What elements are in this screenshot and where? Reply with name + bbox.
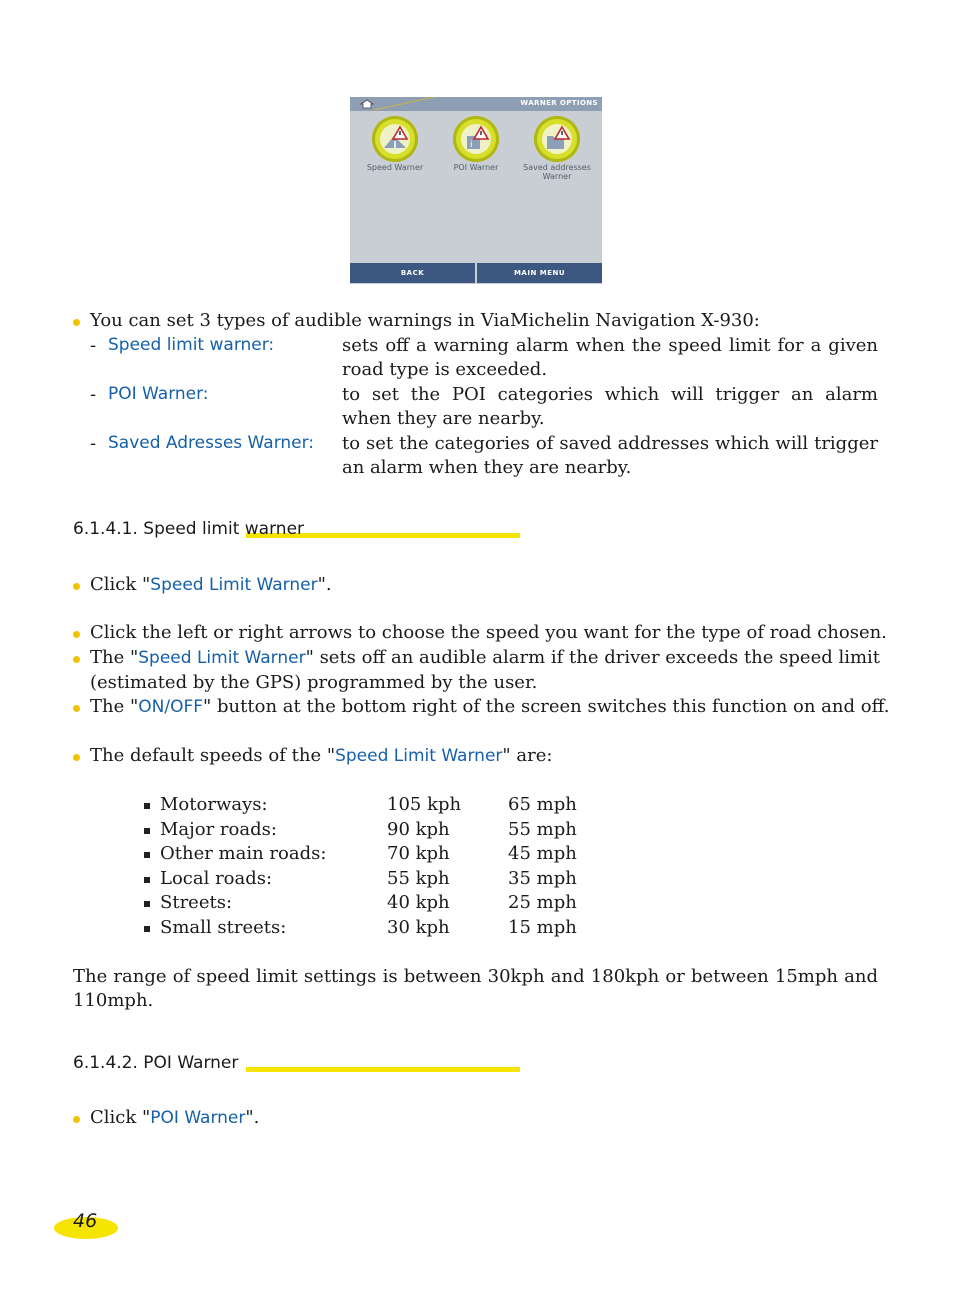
dash: - (90, 384, 97, 405)
speed-kph: 90 kph (387, 819, 450, 840)
speed-road-type: Other main roads: (160, 843, 327, 864)
speed-kph: 40 kph (387, 892, 450, 913)
click-speed-limit-warner-text: Click "Speed Limit Warner". (90, 574, 332, 595)
list-bullet-icon (144, 803, 150, 809)
dash: - (90, 335, 97, 356)
speed-limit-warner-link[interactable]: Speed Limit Warner (335, 746, 503, 766)
click-poi-warner-text: Click "POI Warner". (90, 1107, 260, 1128)
on-off-description: The "ON/OFF" button at the bottom right of the screen switches this function on and off. (90, 696, 890, 717)
speed-kph: 105 kph (387, 794, 462, 815)
speed-mph: 35 mph (508, 868, 577, 889)
bullet-icon (73, 583, 80, 590)
dash: - (90, 433, 97, 454)
alarm-description-line1: The "Speed Limit Warner" sets off an audible alarm if the driver exceeds the speed limit (90, 647, 881, 668)
main-menu-button[interactable]: MAIN MENU (477, 263, 602, 283)
speed-mph: 55 mph (508, 819, 577, 840)
folder-warning-icon (542, 124, 572, 154)
list-bullet-icon (144, 852, 150, 858)
saved-addresses-warner-button[interactable] (534, 116, 580, 162)
back-button[interactable]: BACK (350, 263, 475, 283)
screen-title: WARNER OPTIONS (520, 99, 598, 107)
default-speeds-intro: The default speeds of the "Speed Limit Warner" are: (90, 745, 553, 766)
speed-kph: 30 kph (387, 917, 450, 938)
list-bullet-icon (144, 926, 150, 932)
speed-limit-warner-link[interactable]: Speed Limit Warner (138, 648, 306, 668)
speed-warner-label: Speed Warner (366, 163, 424, 172)
speed-mph: 45 mph (508, 843, 577, 864)
on-off-link[interactable]: ON/OFF (138, 697, 204, 717)
speed-mph: 25 mph (508, 892, 577, 913)
page-number: 46 (73, 1210, 98, 1232)
speed-kph: 70 kph (387, 843, 450, 864)
section-heading-poi-warner: 6.1.4.2. POI Warner (73, 1053, 239, 1073)
bullet-icon (73, 1116, 80, 1123)
section-heading-speed-limit-warner: 6.1.4.1. Speed limit warner (73, 519, 305, 539)
bullet-icon (73, 705, 80, 712)
poi-warner-label: POI Warner (453, 163, 499, 172)
speed-mph: 15 mph (508, 917, 577, 938)
poi-warner-link[interactable]: POI Warner (150, 1108, 246, 1128)
speed-mph: 65 mph (508, 794, 577, 815)
svg-text:i: i (470, 140, 473, 150)
road-warning-icon (380, 124, 410, 154)
range-text-line1: The range of speed limit settings is between 30kph and 180kph or between 15mph and (73, 966, 878, 987)
desc-saved-addresses-warner: to set the categories of saved addresses which will trigger an alarm when they are nearby. (342, 433, 878, 478)
bullet-icon (73, 656, 80, 663)
poi-warner-button[interactable] (453, 116, 499, 162)
intro-text: You can set 3 types of audible warnings in ViaMichelin Navigation X-930: (90, 310, 760, 331)
bullet-icon (73, 631, 80, 638)
arrows-instruction: Click the left or right arrows to choose the speed you want for the type of road chosen. (90, 622, 887, 643)
term-poi-warner: POI Warner: (108, 384, 209, 404)
poi-warning-icon (461, 124, 491, 154)
title-bar-decoration (374, 97, 444, 111)
range-text-line2: 110mph. (73, 990, 154, 1011)
speed-road-type: Small streets: (160, 917, 287, 938)
term-saved-addresses-warner: Saved Adresses Warner: (108, 433, 315, 453)
list-bullet-icon (144, 828, 150, 834)
bullet-icon (73, 319, 80, 326)
alarm-description-line2: (estimated by the GPS) programmed by the user. (90, 672, 538, 693)
heading-underline (246, 1067, 520, 1072)
speed-kph: 55 kph (387, 868, 450, 889)
warner-options-screenshot (350, 97, 602, 284)
speed-road-type: Motorways: (160, 794, 268, 815)
speed-limit-warner-link[interactable]: Speed Limit Warner (150, 575, 318, 595)
bullet-icon (73, 754, 80, 761)
list-bullet-icon (144, 901, 150, 907)
term-speed-limit-warner: Speed limit warner: (108, 335, 275, 355)
speed-road-type: Streets: (160, 892, 233, 913)
list-bullet-icon (144, 877, 150, 883)
saved-addresses-warner-label: Saved addresses Warner (523, 163, 591, 181)
speed-road-type: Major roads: (160, 819, 277, 840)
desc-poi-warner: to set the POI categories which will trigger an alarm when they are nearby. (342, 384, 878, 429)
desc-speed-limit-warner: sets off a warning alarm when the speed limit for a given road type is exceeded. (342, 335, 878, 380)
screen-title-bar (350, 97, 602, 111)
speed-road-type: Local roads: (160, 868, 273, 889)
home-icon (360, 99, 374, 109)
speed-warner-button[interactable] (372, 116, 418, 162)
